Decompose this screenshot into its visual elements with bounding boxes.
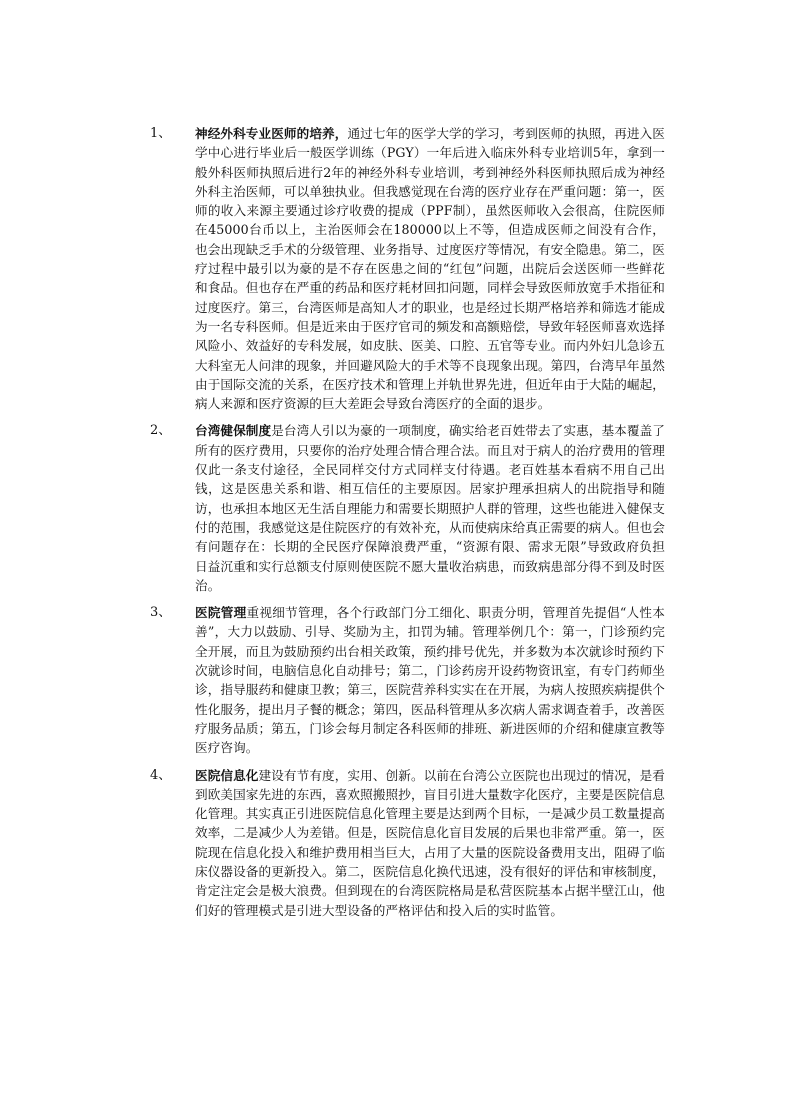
list-item <box>0 766 793 920</box>
item-number: 2、 <box>150 423 172 439</box>
list-item <box>0 603 793 757</box>
item-paragraph <box>195 766 665 920</box>
item-number: 4、 <box>150 767 172 783</box>
list-item <box>0 124 793 413</box>
item-paragraph <box>195 124 665 413</box>
item-paragraph <box>195 603 665 757</box>
item-title: 台湾健保制度 <box>195 423 272 439</box>
item-text: 是台湾人引以为豪的一项制度，确实给老百姓带去了实惠，基本覆盖了所有的医疗费用，只要你的治疗处理合情合理合法。而且对于病人的治疗费用的管理仅此一条支付途径，全民同样交付方式同样支付待遇。老百姓基本看病不用自己出钱，这是医患关系和谐、相互信任的主要原因。居家护理承担病人的出院指导和随访，也承担本地区无生活自理能力和需要长期照护人群的管理，这些也能进入健保支付的范围，我感觉这是住院医疗的有效补充，从而使病床给真正需要的病人。但也会有问题存在：长期的全民医疗保障浪费严重，“资源有限、需求无限”导致政府负担日益沉重和实行总额支付原则使医院不愿大量收治病患，而致病患部分得不到及时医治。 <box>195 423 665 593</box>
item-number: 3、 <box>150 605 172 621</box>
item-title: 医院管理 <box>195 605 247 621</box>
document-page <box>0 124 793 928</box>
item-text: 重视细节管理，各个行政部门分工细化、职责分明，管理首先提倡“人性本善”，大力以鼓励、引导、奖励为主，扣罚为辅。管理举例几个：第一，门诊预约完全开展，而且为鼓励预约出台相关政策，预约排号优先，并多数为本次就诊时预约下次就诊时间，电脑信息化自动排号；第二，门诊药房开设药物资讯室，有专门药师坐诊，指导服药和健康卫教；第三，医院营养科实实在在开展，为病人按照疾病提供个性化服务，提出月子餐的概念；第四，医品科管理从多次病人需求调查着手，改善医疗服务品质；第五，门诊会每月制定各科医师的排班、新进医师的介绍和健康宣教等医疗咨询。 <box>195 605 665 756</box>
item-title: 神经外科专业医师的培养， <box>195 126 348 141</box>
item-number: 1、 <box>150 126 172 141</box>
item-title: 医院信息化 <box>195 767 259 783</box>
item-text: 通过七年的医学大学的学习，考到医师的执照，再进入医学中心进行毕业后一般医学训练（PGY）一年后进入临床外科专业培训5年，拿到一般外科医师执照后进行2年的神经外科专业培训，考到神经外科医师执照后成为神经外科主治医师，可以单独执业。但我感觉现在台湾的医疗业存在严重问题：第一，医师的收入来源主要通过诊疗收费的提成（PPF制），虽然医师收入会很高，住院医师在45000台币以上，主治医师会在180000以上不等，但造成医师之间没有合作，也会出现缺乏手术的分级管理、业务指导、过度医疗等情况，有安全隐患。第二，医疗过程中最引以为豪的是不存在医患之间的“红包”问题，出院后会送医师一些鲜花和食品。但也存在严重的药品和医疗耗材回扣问题，同样会导致医师放宽手术指征和过度医疗。第三，台湾医师是高知人才的职业，也是经过长期严格培养和筛选才能成为一名专科医师。但是近来由于医疗官司的频发和高额赔偿，导致年轻医师喜欢选择风险小、效益好的专科发展，如皮肤、医美、口腔、五官等专业。而内外妇儿急诊五大科室无人问津的现象，并回避风险大的手术等不良现象出现。第四，台湾早年虽然由于国际交流的关系，在医疗技术和管理上并轨世界先进，但近年由于大陆的崛起，病人来源和医疗资源的巨大差距会导致台湾医疗的全面的退步。 <box>195 126 665 412</box>
list-item <box>0 421 793 595</box>
item-text: 建设有节有度，实用、创新。以前在台湾公立医院也出现过的情况，是看到欧美国家先进的东西，喜欢照搬照抄，盲目引进大量数字化医疗，主要是医院信息化管理。其实真正引进医院信息化管理主要是达到两个目标，一是减少员工数量提高效率，二是减少人为差错。但是，医院信息化盲目发展的后果也非常严重。第一，医院现在信息化投入和维护费用相当巨大，占用了大量的医院设备费用支出，阻碍了临床仪器设备的更新投入。第二，医院信息化换代迅速，没有很好的评估和审核制度，肯定注定会是极大浪费。但到现在的台湾医院格局是私营医院基本占据半壁江山，他们好的管理模式是引进大型设备的严格评估和投入后的实时监管。 <box>195 767 665 918</box>
item-paragraph <box>195 421 665 595</box>
